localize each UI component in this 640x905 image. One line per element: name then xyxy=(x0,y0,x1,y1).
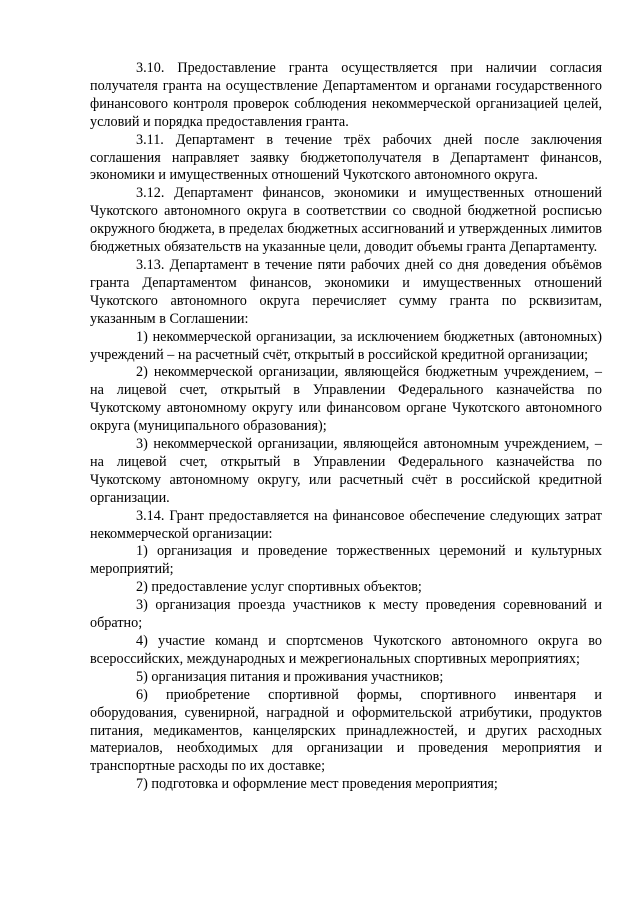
paragraph-3-11: 3.11. Департамент в течение трёх рабочих дней после заключения соглашения направляет заявку бюджетополучателя в Департамент финансов, экономики и имущественных отношений Чукотского автономного округа. xyxy=(90,131,602,184)
list-item-3-14-3: 3) организация проезда участников к месту проведения соревнований и обратно; xyxy=(90,597,602,632)
list-item-3-14-4: 4) участие команд и спортсменов Чукотского автономного округа во всероссийских, международных и межрегиональных спортивных мероприятиях; xyxy=(90,633,602,667)
list-item-3-14-1: 1) организация и проведение торжественных церемоний и культурных мероприятий; xyxy=(90,543,602,578)
list-item-3-14-2: 2) предоставление услуг спортивных объектов; xyxy=(136,579,422,596)
paragraph-3-14: 3.14. Грант предоставляется на финансовое обеспечение следующих затрат некоммерческой организации: xyxy=(90,507,602,542)
paragraph-3-10: 3.10. Предоставление гранта осуществляется при наличии согласия получателя гранта на осуществление Департаментом и органами государственного финансового контроля проверок соблюдения некоммерческой организацией целей, условий и порядка предоставления гранта. xyxy=(90,60,602,130)
list-item-3-14-7: 7) подготовка и оформление мест проведения мероприятия; xyxy=(136,776,498,793)
list-item-3-13-3: 3) некоммерческой организации, являющейся автономным учреждением, – на лицевой счет, открытый в Управлении Федерального казначейства по Чукотскому автономному округу, или расчетный счёт в российской кредитной организации. xyxy=(90,436,602,506)
document-page xyxy=(90,60,602,794)
list-item-3-13-1: 1) некоммерческой организации, за исключением бюджетных (автономных) учреждений – на расчетный счёт, открытый в российской кредитной организации; xyxy=(90,328,602,363)
list-item-3-14-5: 5) организация питания и проживания участников; xyxy=(136,668,444,685)
paragraph-3-12: 3.12. Департамент финансов, экономики и имущественных отношений Чукотского автономного округа в соответствии со сводной бюджетной росписью окружного бюджета, в пределах бюджетных ассигнований и утвержденных лимитов бюджетных обязательств на указанные цели, доводит объемы гранта Департаменту. xyxy=(90,185,602,256)
list-item-3-14-6: 6) приобретение спортивной формы, спортивного инвентаря и оборудования, сувенирной, наградной и оформительской атрибутики, продуктов питания, медикаментов, канцелярских принадлежностей, и других расходных материалов, необходимых для организации и проведения мероприятия и транспортные расходы по их доставке; xyxy=(90,686,602,775)
list-item-3-13-2: 2) некоммерческой организации, являющейся бюджетным учреждением, – на лицевой счет, открытый в Управлении Федерального казначейства по Чукотскому автономному округу или финансовом органе Чукотского автономного округа (муниципального образования); xyxy=(90,364,602,435)
paragraph-3-13: 3.13. Департамент в течение пяти рабочих дней со дня доведения объёмов гранта Департаментом финансов, экономики и имущественных отношений Чукотского автономного округа перечисляет сумму гранта по рсквизитам, указанным в Соглашении: xyxy=(90,256,602,327)
